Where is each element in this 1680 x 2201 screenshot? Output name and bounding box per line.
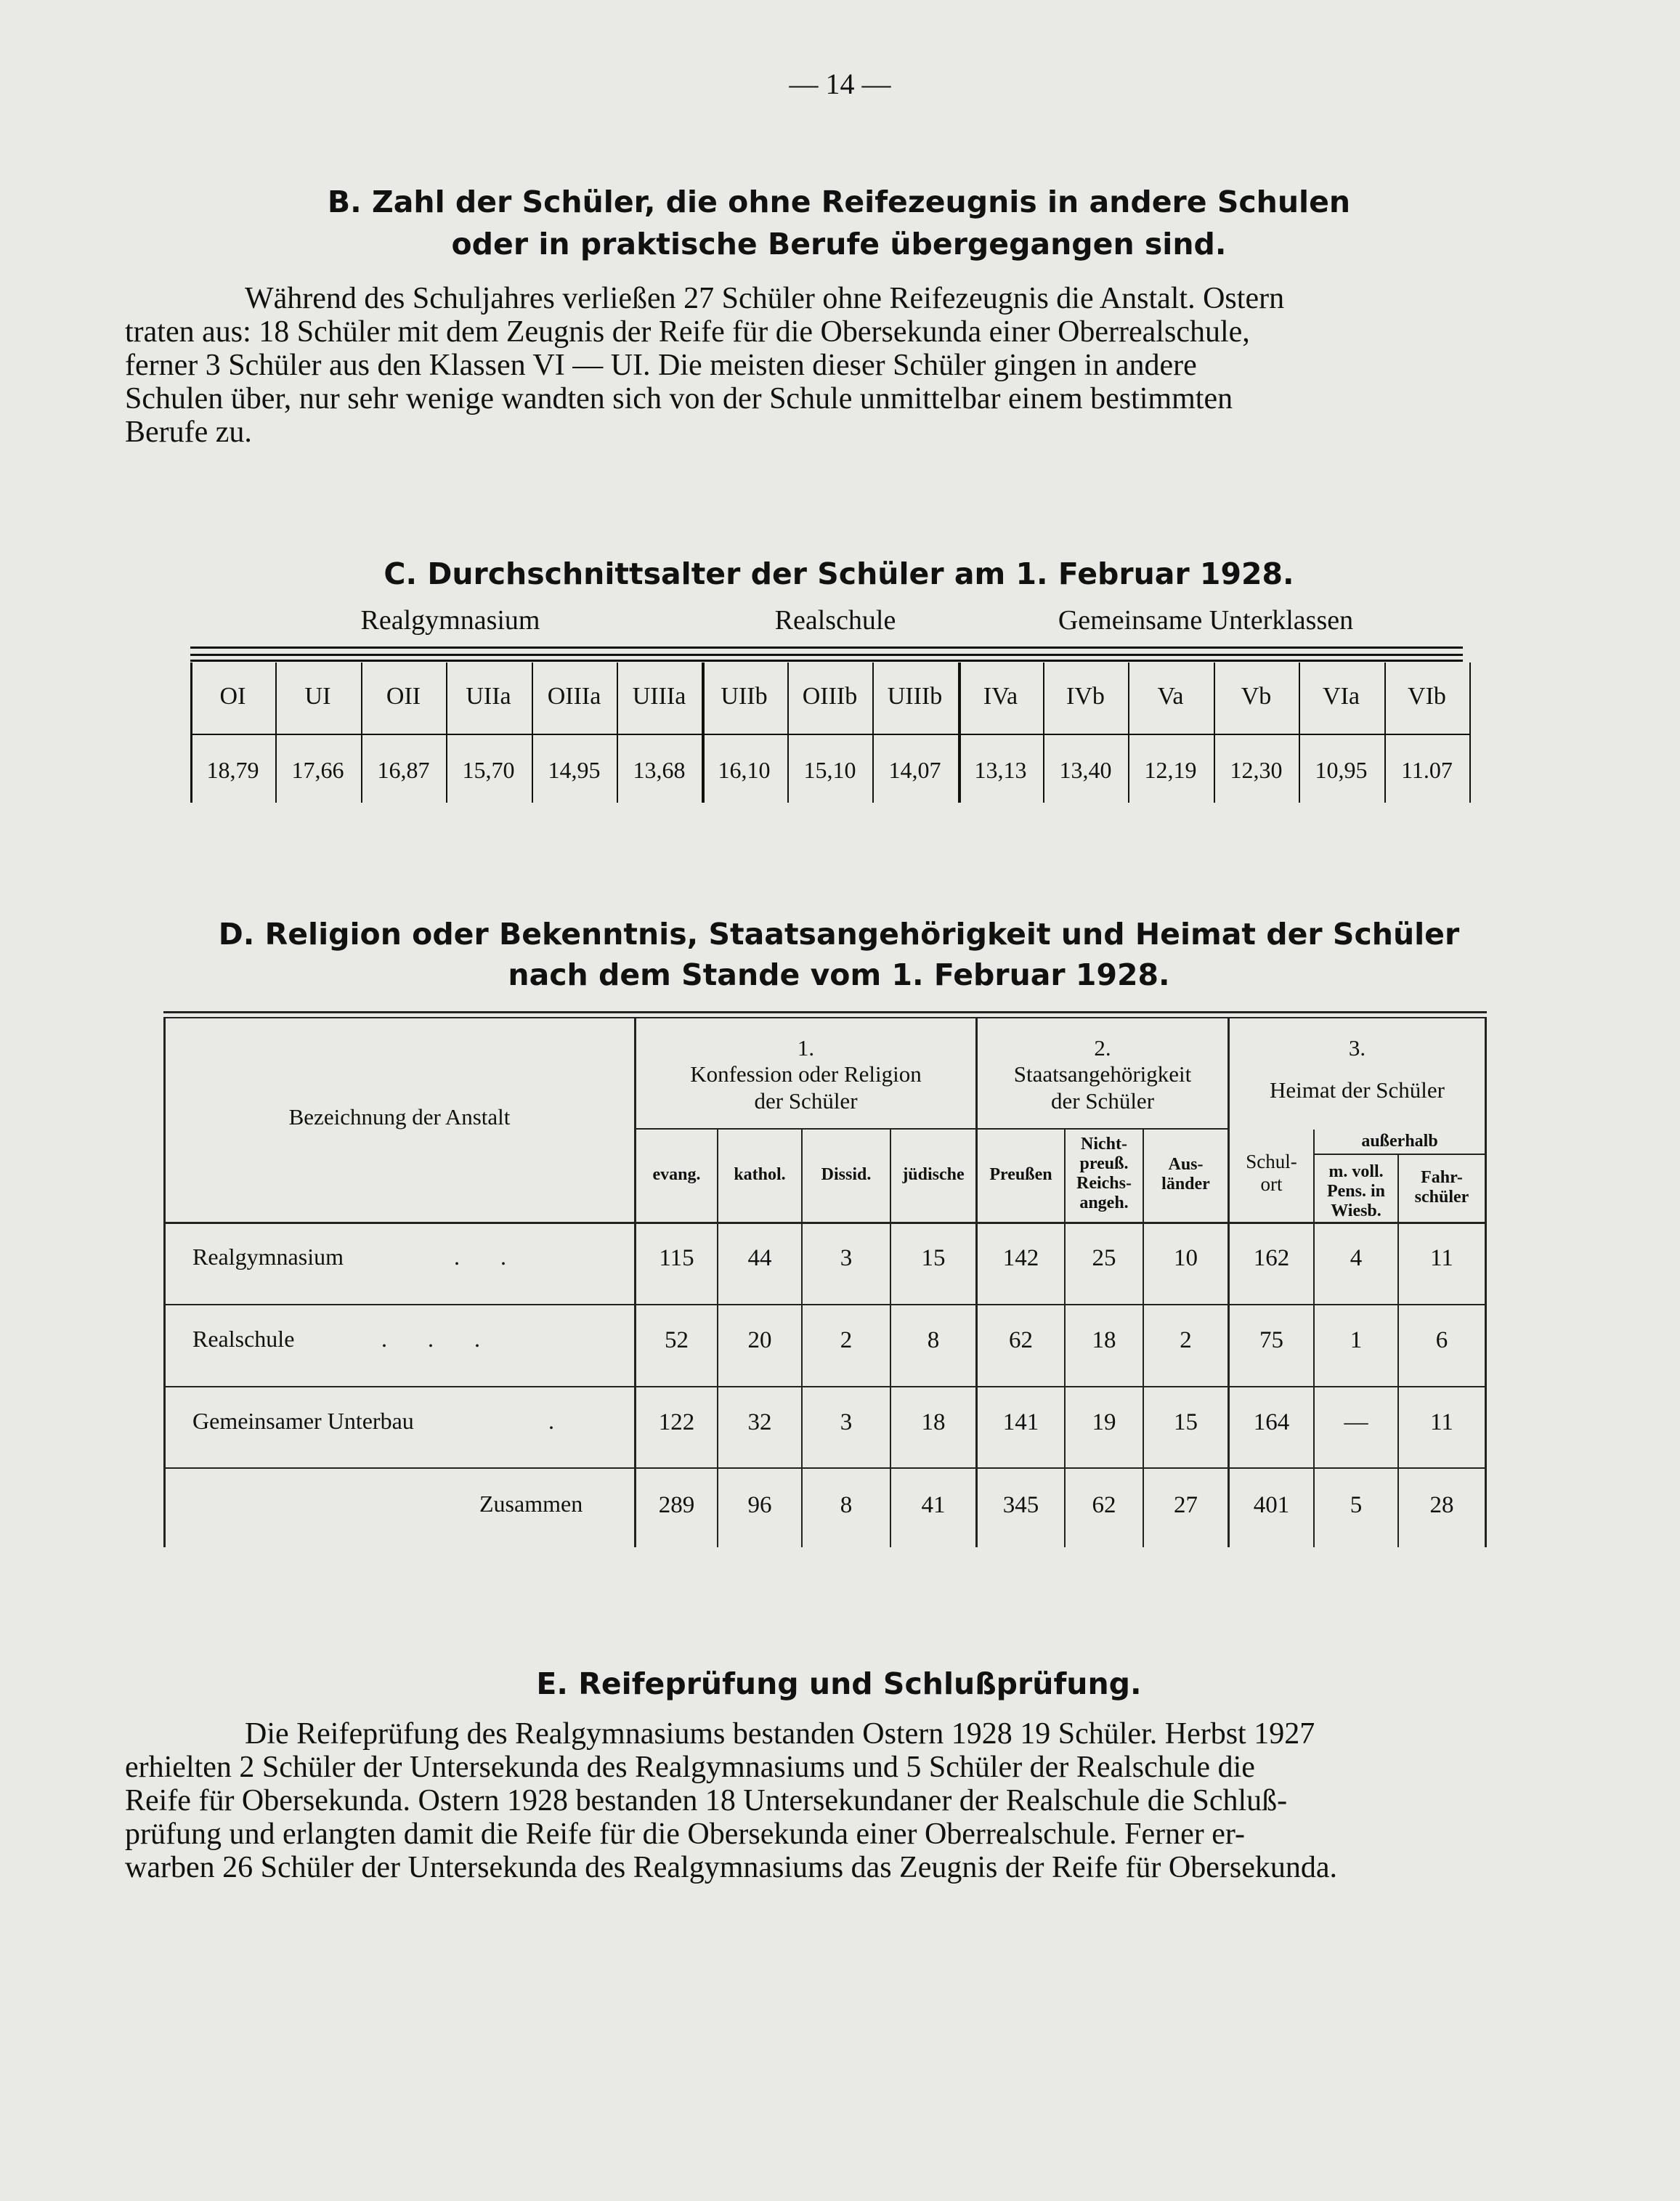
class-label: IVb (1066, 683, 1105, 710)
table-cell: 401 (1253, 1492, 1290, 1518)
table-cell: 122 (658, 1409, 695, 1435)
average-age: 16,10 (718, 757, 771, 783)
average-age: 12,19 (1144, 757, 1197, 783)
table-cell: 18 (1092, 1327, 1116, 1353)
sub-preussen: Preußen (989, 1165, 1052, 1184)
leader-dots: . . (454, 1244, 524, 1270)
group1-title1: Konfession oder Religion (690, 1061, 922, 1087)
sub-auslaender-line: Aus- (1168, 1155, 1204, 1174)
table-cell: 4 (1350, 1245, 1363, 1271)
paragraph-line: Während des Schuljahres verließen 27 Schüler ohne Reifezeugnis die Anstalt. Ostern (245, 282, 1285, 315)
paragraph-line: Schulen über, nur sehr wenige wandten sich von der Schule unmittelbar einem bestimmten (125, 382, 1233, 416)
average-age: 12,30 (1230, 757, 1283, 783)
class-label: UIIb (721, 683, 768, 710)
sub-header-rule (636, 1128, 1230, 1130)
table-cell: 8 (927, 1327, 940, 1353)
average-age: 13,13 (974, 757, 1027, 783)
table-cell: 62 (1092, 1492, 1116, 1518)
paragraph-line: Die Reifeprüfung des Realgymnasiums bestanden Ostern 1928 19 Schüler. Herbst 1927 (245, 1717, 1315, 1751)
sub-schulort-line: ort (1260, 1173, 1283, 1195)
class-label: OI (219, 683, 246, 710)
paragraph-line: prüfung und erlangten damit die Reife für die Obersekunda einer Oberrealschule. Ferner er- (125, 1817, 1246, 1851)
average-age: 13,40 (1059, 757, 1112, 783)
table-cell: 20 (747, 1327, 772, 1353)
table-cell: 25 (1092, 1245, 1116, 1271)
sub-nichtpreuss-line: Nicht- (1081, 1135, 1127, 1154)
ausserhalb-rule (1315, 1154, 1485, 1155)
section-b-heading-line1: B. Zahl der Schüler, die ohne Reifezeugnis in andere Schulen (327, 185, 1351, 219)
sub-nichtpreuss-line: preuß. (1079, 1154, 1129, 1173)
sub-schulort (1230, 1151, 1313, 1196)
section-d-heading-line2: nach dem Stande vom 1. Februar 1928. (508, 957, 1170, 992)
top-rule (163, 1011, 1487, 1013)
class-label: OIIIa (547, 683, 601, 710)
column-divider (1469, 662, 1471, 803)
group3-number: 3. (1348, 1035, 1366, 1061)
row-label: Realgymnasium (192, 1244, 344, 1270)
sub-mvoll-line: m. voll. (1328, 1162, 1384, 1181)
average-age: 14,95 (548, 757, 601, 783)
sub-fahr-line: Fahr- (1421, 1168, 1463, 1187)
sub-juedische: jüdische (902, 1165, 965, 1184)
table-cell: 18 (921, 1409, 946, 1435)
class-label: UIIa (466, 683, 511, 710)
table-cell: 75 (1259, 1327, 1283, 1353)
group-brace-line (190, 660, 1463, 662)
sub-schulort-line: Schul- (1246, 1151, 1297, 1172)
class-label: Va (1157, 683, 1184, 710)
sub-fahrschueler (1399, 1168, 1485, 1207)
table-border-right (1485, 1018, 1487, 1547)
sub-nichtpreuss-line: Reichs- (1076, 1174, 1132, 1193)
row-rule (166, 1386, 1485, 1387)
group-brace-line (190, 646, 1463, 649)
class-label: UIIIb (887, 683, 943, 710)
table-cell: 32 (747, 1409, 772, 1435)
table-cell: 15 (921, 1245, 946, 1271)
average-age: 16,87 (377, 757, 430, 783)
section-c-heading: C. Durchschnittsalter der Schüler am 1. Februar 1928. (384, 556, 1294, 591)
row-divider (190, 734, 1469, 735)
table-cell: 44 (747, 1245, 772, 1271)
ausserhalb-label: außerhalb (1361, 1132, 1438, 1151)
average-age: 10,95 (1315, 757, 1368, 783)
table-cell: 162 (1253, 1245, 1290, 1271)
group1-number: 1. (797, 1035, 815, 1061)
sub-auslaender-line: länder (1161, 1175, 1210, 1193)
table-cell: 345 (1002, 1492, 1039, 1518)
leader-dots: . (548, 1408, 572, 1434)
group-realgymnasium: Realgymnasium (360, 605, 540, 636)
sub-dissid: Dissid. (821, 1165, 872, 1184)
class-label: Vb (1241, 683, 1272, 710)
table-cell: 8 (840, 1492, 853, 1518)
table-cell: 142 (1002, 1245, 1039, 1271)
table-cell: 96 (747, 1492, 772, 1518)
group2-number: 2. (1094, 1035, 1111, 1061)
section-d-heading-line1: D. Religion oder Bekenntnis, Staatsangehörigkeit und Heimat der Schüler (218, 917, 1460, 952)
paragraph-line: ferner 3 Schüler aus den Klassen VI — UI. Die meisten dieser Schüler gingen in andere (125, 349, 1197, 382)
table-cell: 11 (1430, 1245, 1453, 1271)
page-number: — 14 — (789, 68, 891, 100)
class-label: UI (304, 683, 331, 710)
table-cell: 19 (1092, 1409, 1116, 1435)
paragraph-line: Reife für Obersekunda. Ostern 1928 bestanden 18 Untersekundaner der Realschule die Schluß- (125, 1784, 1288, 1817)
paragraph-line: Berufe zu. (125, 416, 252, 449)
table-cell: 1 (1350, 1327, 1363, 1353)
sub-nichtpreuss (1066, 1135, 1143, 1213)
class-label: IVa (983, 683, 1018, 710)
table-cell: 41 (921, 1492, 946, 1518)
table-cell: 3 (840, 1245, 853, 1271)
paragraph-line: traten aus: 18 Schüler mit dem Zeugnis der Reife für die Obersekunda einer Oberrealschule, (125, 315, 1250, 349)
table-cell: 2 (840, 1327, 853, 1353)
table-cell: 62 (1009, 1327, 1033, 1353)
average-age: 15,10 (803, 757, 856, 783)
class-label: VIb (1408, 683, 1446, 710)
section-b-paragraph (125, 282, 1531, 449)
table-cell: 115 (659, 1245, 694, 1271)
sub-mvoll-pens (1315, 1162, 1397, 1221)
table-cell: 52 (665, 1327, 689, 1353)
sub-kathol: kathol. (734, 1165, 786, 1184)
class-label: VIa (1323, 683, 1360, 710)
row-label: Zusammen (479, 1491, 583, 1517)
group-realschule: Realschule (774, 605, 896, 636)
class-label: OIIIb (802, 683, 858, 710)
group2-title1: Staatsangehörigkeit (1013, 1061, 1192, 1087)
group2-title2: der Schüler (1050, 1088, 1155, 1114)
table-cell: 6 (1435, 1327, 1448, 1353)
table-cell: — (1344, 1409, 1368, 1435)
row-rule (166, 1304, 1485, 1305)
class-label: OII (386, 683, 421, 710)
table-cell: 15 (1174, 1409, 1198, 1435)
group3-title: Heimat der Schüler (1269, 1077, 1445, 1103)
average-age: 17,66 (291, 757, 344, 783)
leader-dots: . . . (381, 1326, 498, 1352)
row-rule (166, 1467, 1485, 1469)
table-cell: 28 (1429, 1492, 1454, 1518)
section-e-heading: E. Reifeprüfung und Schlußprüfung. (536, 1666, 1142, 1701)
section-b-heading-line2: oder in praktische Berufe übergegangen sind. (451, 227, 1227, 262)
header-anstalt: Bezeichnung der Anstalt (288, 1104, 511, 1130)
sub-auslaender (1144, 1155, 1227, 1194)
average-age: 14,07 (888, 757, 941, 783)
table-cell: 2 (1180, 1327, 1192, 1353)
table-cell: 11 (1430, 1409, 1453, 1435)
average-age: 13,68 (633, 757, 686, 783)
row-label: Realschule (192, 1326, 295, 1352)
sub-fahr-line: schüler (1414, 1188, 1469, 1207)
sub-nichtpreuss-line: angeh. (1079, 1193, 1129, 1212)
table-cell: 164 (1253, 1409, 1290, 1435)
average-age: 18,79 (206, 757, 259, 783)
group1-title2: der Schüler (754, 1088, 858, 1114)
class-label: UIIIa (632, 683, 686, 710)
row-label: Gemeinsamer Unterbau (192, 1408, 414, 1434)
sub-mvoll-line: Wiesb. (1331, 1201, 1381, 1220)
table-cell: 3 (840, 1409, 853, 1435)
table-cell: 10 (1174, 1245, 1198, 1271)
table-cell: 141 (1002, 1409, 1039, 1435)
top-rule (163, 1017, 1487, 1018)
sub-mvoll-line: Pens. in (1326, 1182, 1385, 1201)
sub-evang: evang. (652, 1165, 701, 1184)
table-cell: 5 (1350, 1492, 1363, 1518)
average-age: 15,70 (462, 757, 515, 783)
group-gemeinsame-unterklassen: Gemeinsame Unterklassen (1058, 605, 1354, 636)
group-brace-line (190, 654, 1463, 656)
average-age: 11.07 (1401, 757, 1453, 783)
table-cell: 289 (658, 1492, 695, 1518)
table-cell: 27 (1174, 1492, 1198, 1518)
paragraph-line: erhielten 2 Schüler der Untersekunda des Realgymnasiums und 5 Schüler der Realschule die (125, 1751, 1255, 1784)
paragraph-line: warben 26 Schüler der Untersekunda des Realgymnasiums das Zeugnis der Reife für Obersekunda. (125, 1851, 1338, 1884)
section-e-paragraph (125, 1717, 1531, 1884)
header-bottom-rule (166, 1222, 1485, 1224)
